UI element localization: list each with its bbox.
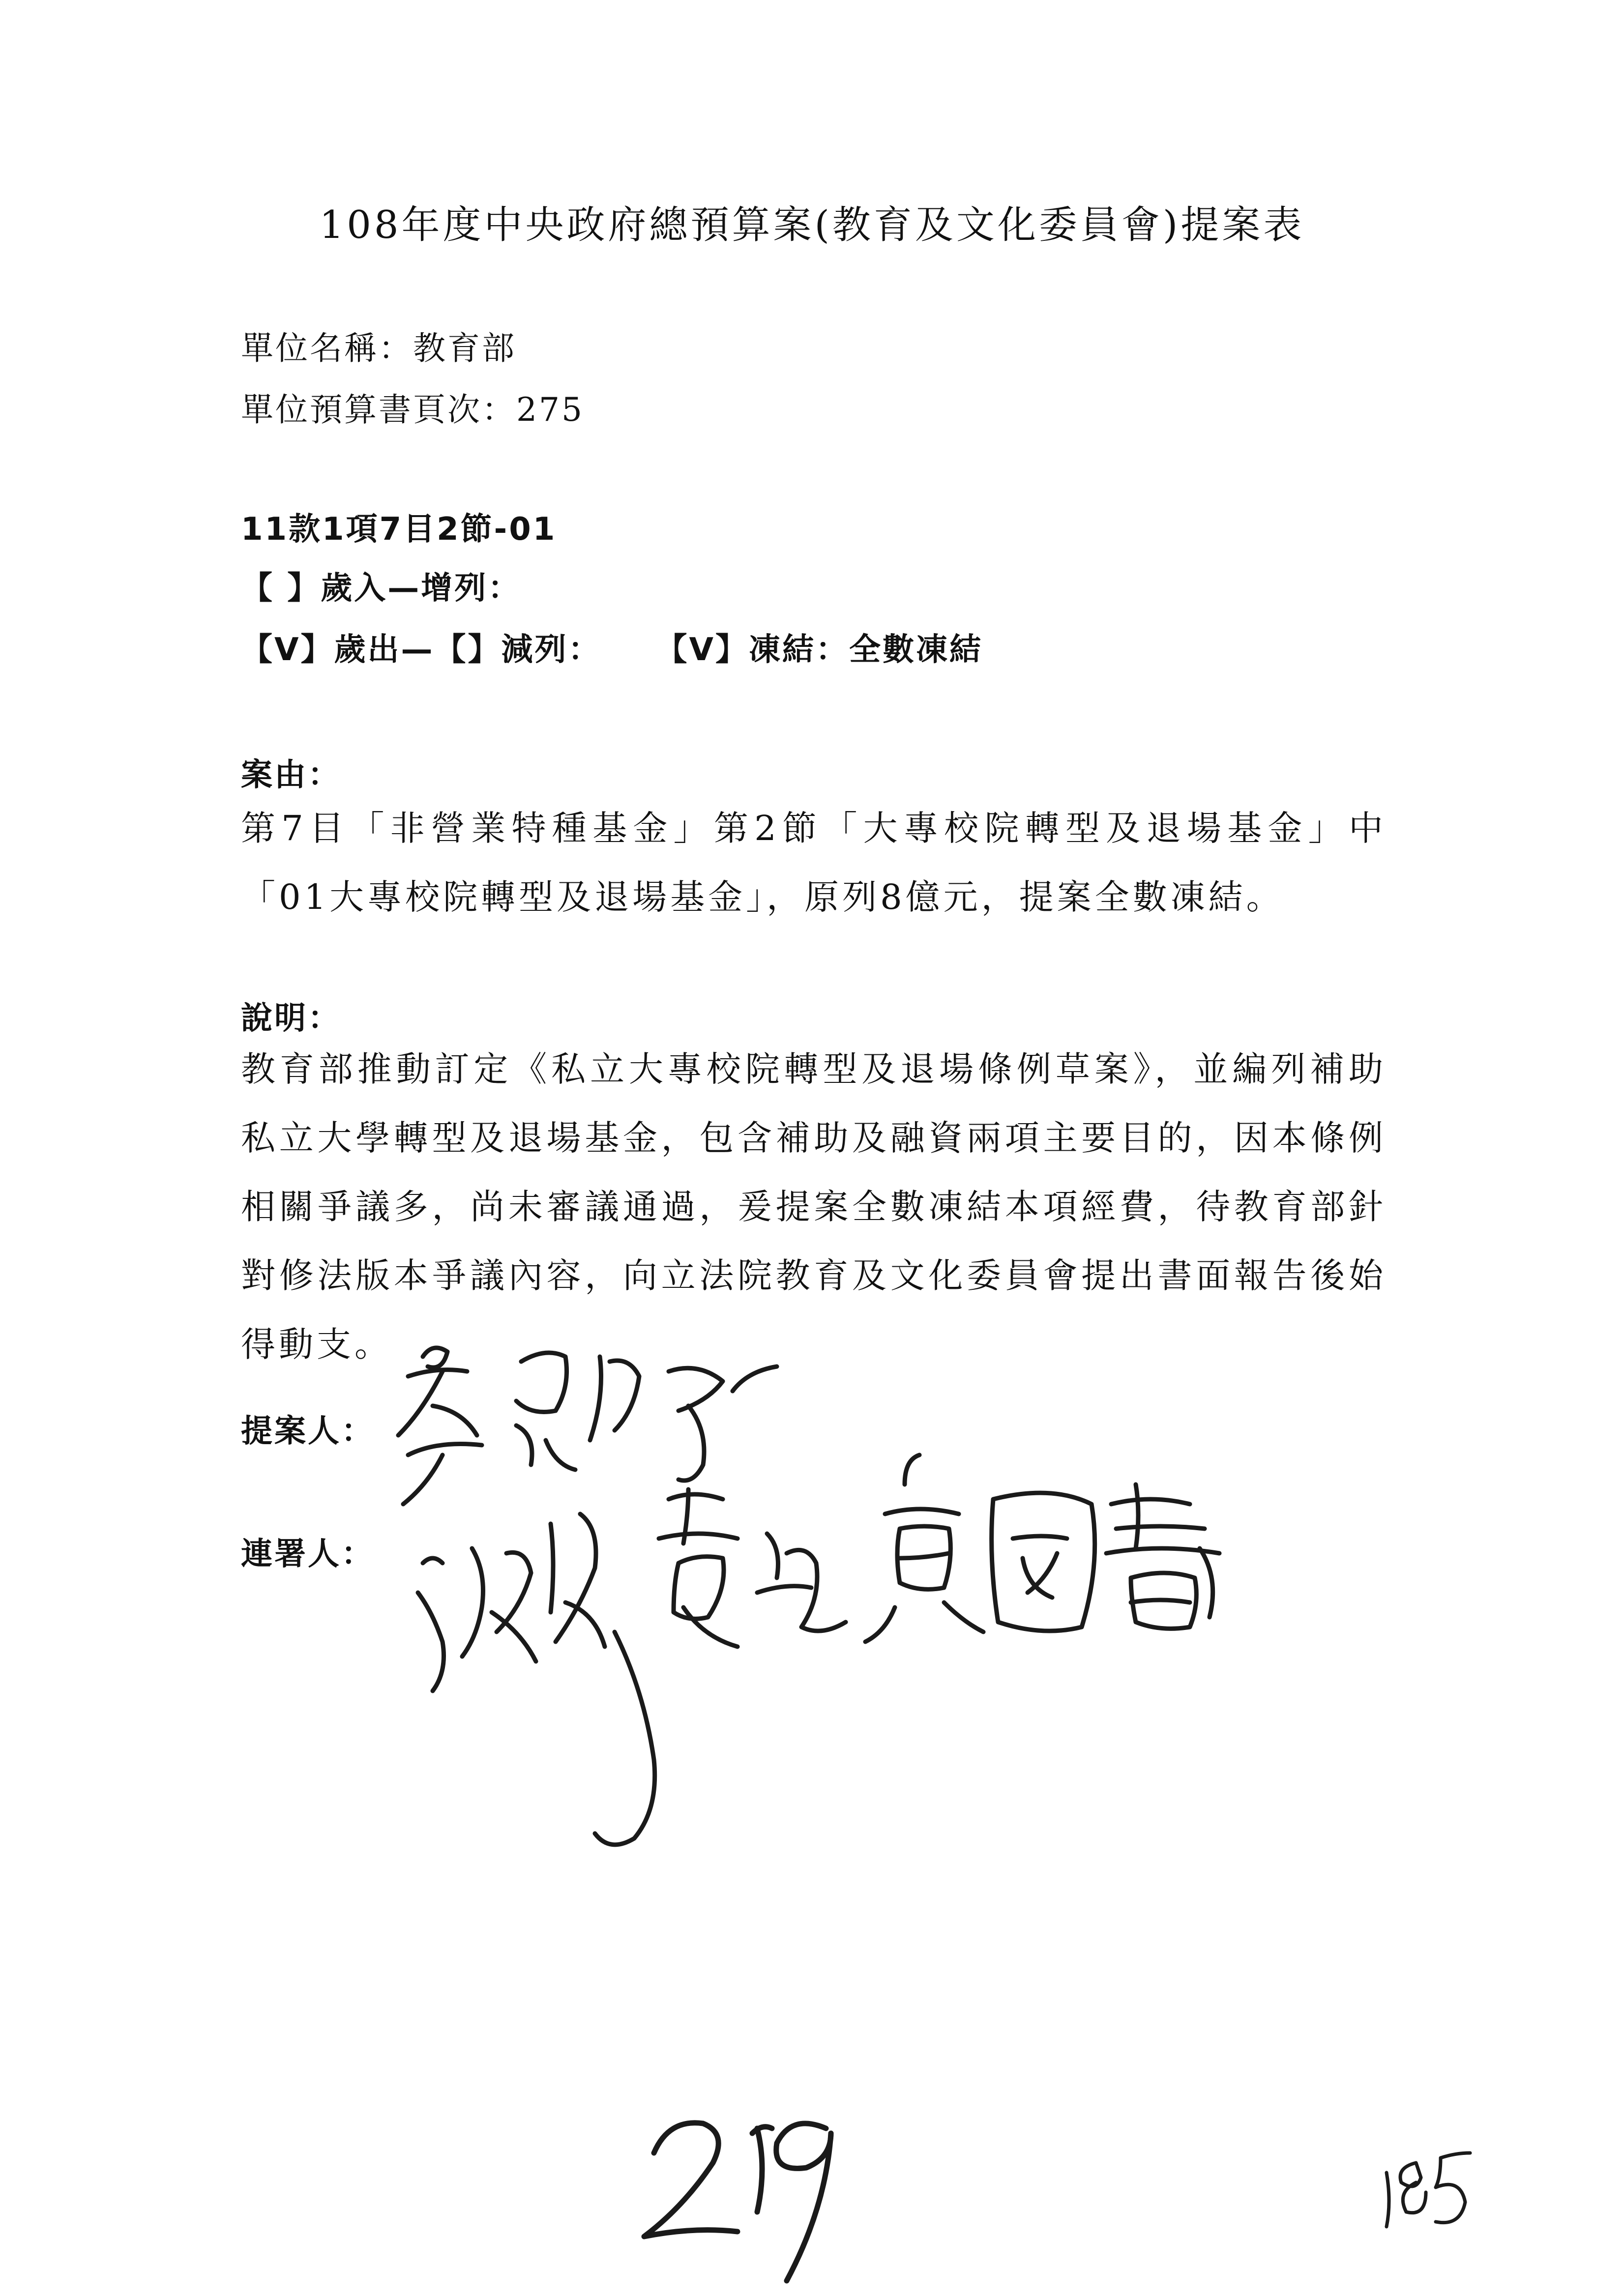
- revenue-increase-line: 【 】歲入—增列：: [241, 570, 522, 607]
- expenditure-check: 【V】歲出—: [241, 632, 435, 668]
- cosigner-signature-2: [865, 1455, 1219, 1642]
- decrease-check: 【】減列：: [434, 632, 602, 668]
- freeze-check: 【V】凍結：全數凍結: [655, 632, 983, 668]
- reason-heading: 案由：: [241, 757, 341, 793]
- reason-text: 第7目「非營業特種基金」第2節「大專校院轉型及退場基金」中「01大專校院轉型及退場基金」，原列8億元，提案全數凍結。: [241, 808, 1387, 917]
- explanation-text: 教育部推動訂定《私立大專校院轉型及退場條例草案》，並編列補助私立大學轉型及退場基金，包含補助及融資兩項主要目的，因本條例相關爭議多，尚未審議通過，爰提案全數凍結本項經費，待教育部針對修法版本爭議內容，向立法院教育及文化委員會提出書面報告後始得動支。: [241, 1049, 1387, 1365]
- explanation-heading: 說明：: [241, 1000, 341, 1037]
- handwritten-page-number: [644, 2123, 831, 2281]
- unit-name: 單位名稱：教育部: [241, 329, 516, 367]
- proposer-signature: [398, 1348, 777, 1504]
- page-title: 108年度中央政府總預算案(教育及文化委員會)提案表: [319, 203, 1305, 247]
- proposer-label: 提案人：: [241, 1413, 375, 1450]
- cosigner-signature-1: [418, 1489, 846, 1845]
- item-code: 11款1項7目2節-01: [241, 511, 557, 548]
- handwritten-corner-number: [1387, 2153, 1470, 2227]
- budget-page-ref: 單位預算書頁次：275: [241, 391, 584, 429]
- cosigner-label: 連署人：: [241, 1536, 375, 1572]
